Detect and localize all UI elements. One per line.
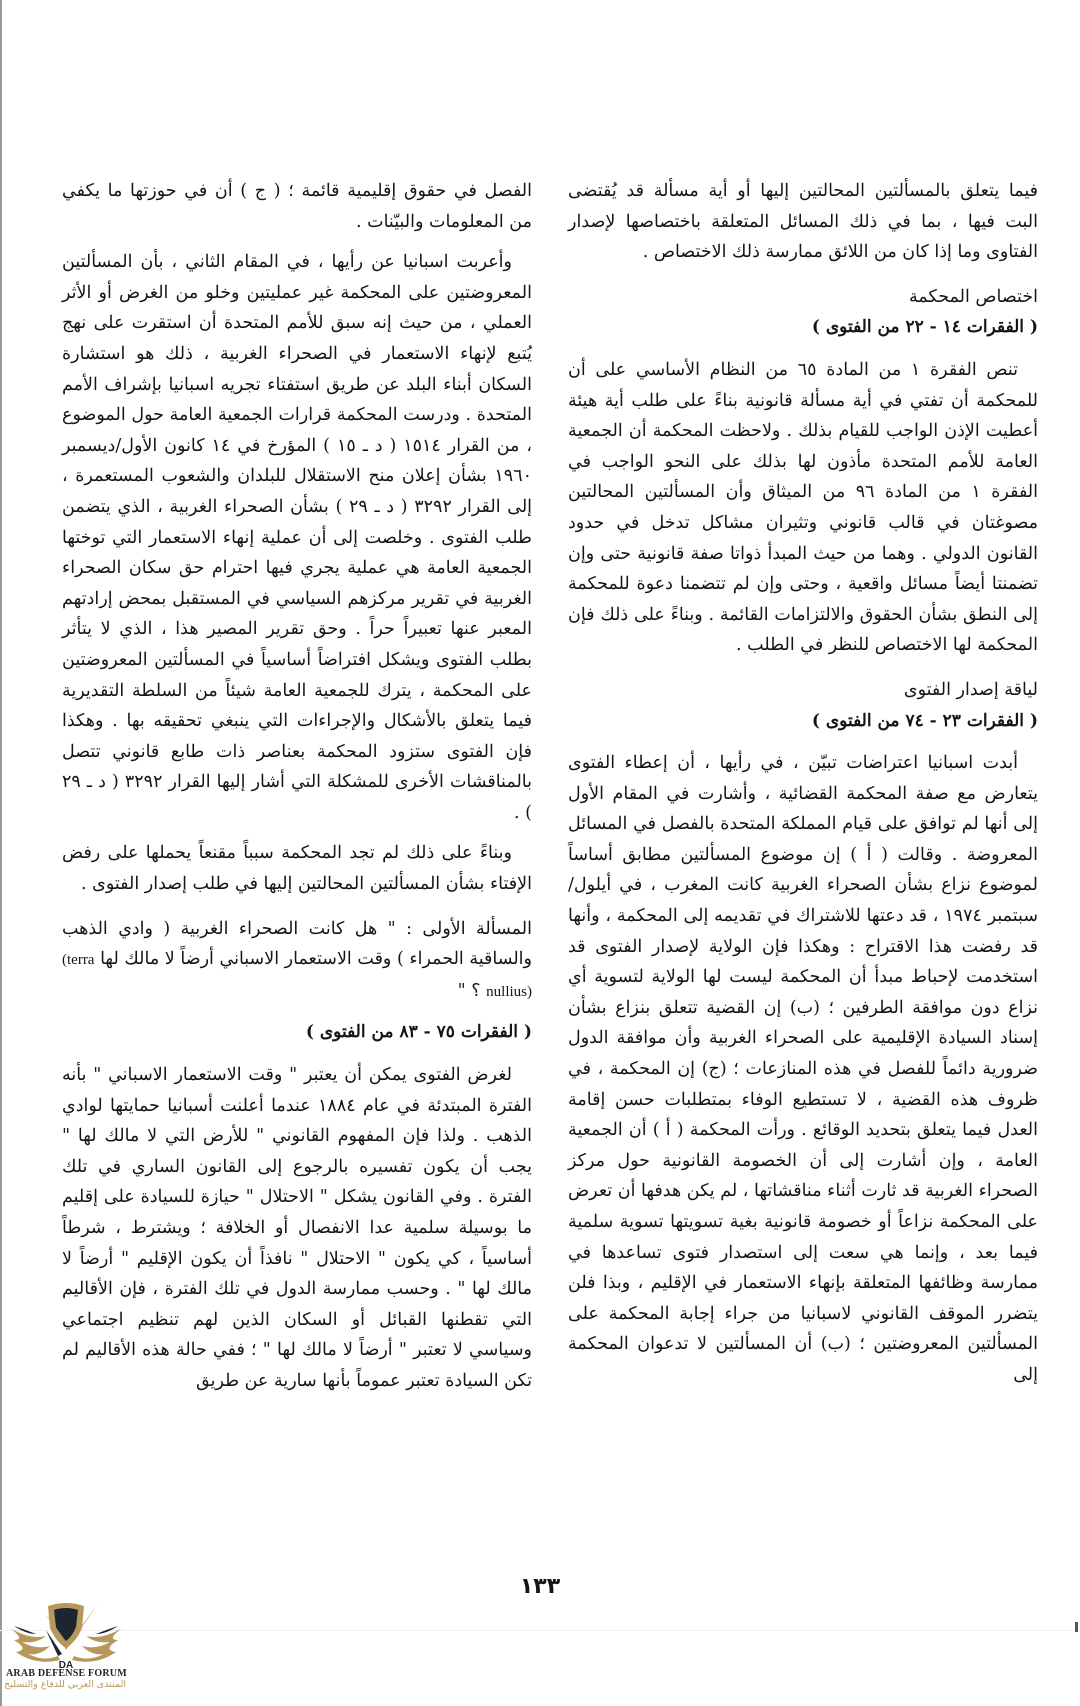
question-close: ؟ "	[457, 980, 481, 1001]
section-reference: ( الفقرات ٢٣ - ٧٤ من الفتوى )	[811, 710, 1038, 731]
forum-logo	[6, 1600, 126, 1704]
logo-initials: DA	[58, 1660, 74, 1670]
page-number: ١٣٣	[519, 1574, 561, 1599]
latin-term: (terra nullius)	[62, 952, 532, 1000]
section-reference: ( الفقرات ١٤ - ٢٢ من الفتوى )	[811, 317, 1038, 338]
body-paragraph: وأعربت اسبانيا عن رأيها ، في المقام الثاني ، بأن المسألتين المعروضتين على المحكمة غير عمليتين وخلو من الغرض أو الأثر العملي ، من حيث إنه سبق للأمم المتحدة أن استقرت على نهج يُتبع لإنهاء الاستعمار في الصحراء الغربية ، ذلك هو استشارة السكان أبناء البلد عن طريق استفتاء تجريه اسبانيا بإشراف الأمم المتحدة . ودرست المحكمة قرارات الجمعية العامة حول الموضوع ، من القرار ١٥١٤ ( د ـ ١٥ ) المؤرخ في ١٤ كانون الأول/ديسمبر ١٩٦٠ بشأن إعلان منح الاستقلال للبلدان والشعوب المستعمرة ، إلى القرار ٣٢٩٢ ( د ـ ٢٩ ) بشأن الصحراء الغربية ، الذي يتضمن طلب الفتوى . وخلصت إلى أن عملية إنهاء الاستعمار التي توختها الجمعية العامة هي عملية يجري فيها احترام حق سكان الصحراء الغربية في تقرير مركزهم السياسي في المستقبل بمحض إرادتهم المعبر عنها تعبيراً حراً . وحق تقرير المصير هذا ، الذي لا يتأثر بطلب الفتوى ويشكل افتراضاً أساسياً في المسألتين المعروضتين على المحكمة ، يترك للجمعية العامة شيئاً من السلطة التقديرية فيما يتعلق بالأشكال والإجراءات التي ينبغي تحقيقه بها . وهكذا فإن الفتوى ستزود المحكمة بعناصر ذات طابع قانوني تتصل بالمناقشات الأخرى للمشكلة التي أشار إليها القرار ٣٢٩٢ ( د ـ ٢٩ ) .	[62, 252, 533, 823]
logo-name-english: ARAB DEFENSE FORUM	[6, 1668, 127, 1679]
continuation-paragraph: فيما يتعلق بالمسألتين المحالتين إليها أو أية مسألة قد يُقتضى البت فيها ، بما في ذلك المسائل المتعلقة باختصاصها لإصدار الفتاوى وما إذا كان من اللائق ممارسة ذلك الاختصاص .	[568, 181, 1038, 263]
question-text: المسألة الأولى : " هل كانت الصحراء الغربية ( وادي الذهب والساقية الحمراء ) وقت الاستعمار الاسباني أرضاً لا مالك لها	[62, 918, 532, 970]
page-left-border	[0, 0, 2, 1706]
left-column	[62, 176, 532, 1407]
shield-wings-icon	[6, 1600, 126, 1670]
page-bottom-edge	[0, 1630, 1080, 1631]
body-paragraph: وبناءً على ذلك لم تجد المحكمة سبباً مقنعاً يحملها على رفض الإفتاء بشأن المسألتين المحالتين إليها في طلب إصدار الفتوى .	[62, 843, 532, 895]
body-paragraph: تنص الفقرة ١ من المادة ٦٥ من النظام الأساسي على أن للمحكمة أن تفتي في أية مسألة قانونية بناءً على طلب أية هيئة أعطيت الإذن الواجب للقيام بذلك . ولاحظت المحكمة أن الجمعية العامة للأمم المتحدة مأذون لها بذلك على النحو الواجب في الفقرة ١ من المادة ٩٦ من الميثاق وأن المسألتين المحالتين مصوغتان في قالب قانوني وتثيران مشاكل تدخل في حدود القانون الدولي . وهما من حيث المبدأ ذواتا صفة قانونية حتى وإن تضمنتا أيضاً مسائل واقعية ، وحتى وإن لم تتضمنا دعوة للمحكمة إلى النطق بشأن الحقوق والالتزامات القائمة . وبناءً على ذلك فإن المحكمة لها الاختصاص للنظر في الطلب .	[568, 359, 1038, 656]
body-paragraph: أبدت اسبانيا اعتراضات تبيّن ، في رأيها ، أن إعطاء الفتوى يتعارض مع صفة المحكمة القضائية ، وأشارت في المقام الأول إلى أنها لم توافق على قيام المملكة المتحدة بالفصل في المسائل المعروضة . وقالت ( أ ) إن موضوع المسألتين مطابق أساساً لموضوع نزاع بشأن الصحراء الغربية كانت المغرب ، في أيلول/سبتمبر ١٩٧٤ ، قد دعتها للاشتراك في تقديمه إلى المحكمة ، وأنها قد رفضت هذا الاقتراح : وهكذا فإن الولاية لإصدار الفتوى قد استخدمت لإحباط مبدأ أن المحكمة ليست لها الولاية لتسوية أي نزاع دون موافقة الطرفين ؛ (ب) إن القضية تتعلق بنزاع بشأن إسناد السيادة الإقليمية على الصحراء الغربية وأن موافقة الدول ضرورية دائماً للفصل في هذه المنازعات ؛ (ج) إن المحكمة ، في ظروف هذه القضية ، لا تستطيع الوفاء بمتطلبات حسن إقامة العدل فيما يتعلق بتحديد الوقائع . ورأت المحكمة ( أ ) أن الجمعية العامة ، وإن أشارت إلى أن الخصومة القانونية حول مركز الصحراء الغربية قد ثارت أثناء مناقشاتها ، لم يكن هدفها أن تعرض على المحكمة نزاعاً أو خصومة قانونية بغية تسويتها تسوية سلمية فيما بعد ، وإنما هي سعت إلى استصدار فتوى تساعدها في ممارسة وظائفها المتعلقة بإنهاء الاستعمار في الإقليم ، وبذا فلن يتضرر الموقف القانوني لاسبانيا من جراء إجابة المحكمة على المسألتين المعروضتين ؛ (ب) أن المسألتين لا تدعوان المحكمة إلى	[568, 753, 1039, 1385]
logo-name-arabic: المنتدى العربي للدفاع والتسليح	[4, 1679, 126, 1690]
right-column	[568, 176, 1038, 1401]
question-one	[62, 914, 532, 1008]
continuation-paragraph: الفصل في حقوق إقليمية قائمة ؛ ( ج ) أن في حوزتها ما يكفي من المعلومات والبيّنات .	[62, 181, 532, 232]
scan-edge-mark	[1075, 1622, 1078, 1632]
section-reference: ( الفقرات ٧٥ - ٨٣ من الفتوى )	[305, 1022, 532, 1043]
section-heading-competence: اختصاص المحكمة	[909, 286, 1038, 307]
section-heading-propriety: لياقة إصدار الفتوى	[903, 679, 1038, 700]
body-paragraph: لغرض الفتوى يمكن أن يعتبر " وقت الاستعمار الاسباني " بأنه الفترة المبتدئة في عام ١٨٨٤ عندما أعلنت أسبانيا حمايتها لوادي الذهب . ولذا فإن المفهوم القانوني " للأرض التي لا مالك لها " يجب أن يكون تفسيره بالرجوع إلى القانون الساري في تلك الفترة . وفي القانون يشكل " الاحتلال " حيازة للسيادة على إقليم ما بوسيلة سلمية عدا الانفصال أو الخلافة ؛ ويشترط ، شرطاً أساسياً ، كي يكون " الاحتلال " نافذاً أن يكون الإقليم " أرضاً لا مالك لها " . وحسب ممارسة الدول في تلك الفترة ، فإن الأقاليم التي تقطنها القبائل أو السكان الذين لهم تنظيم اجتماعي وسياسي لا تعتبر " أرضاً لا مالك لها " ؛ ففي حالة هذه الأقاليم لم تكن السيادة تعتبر عموماً بأنها سارية عن طريق	[62, 1065, 533, 1391]
